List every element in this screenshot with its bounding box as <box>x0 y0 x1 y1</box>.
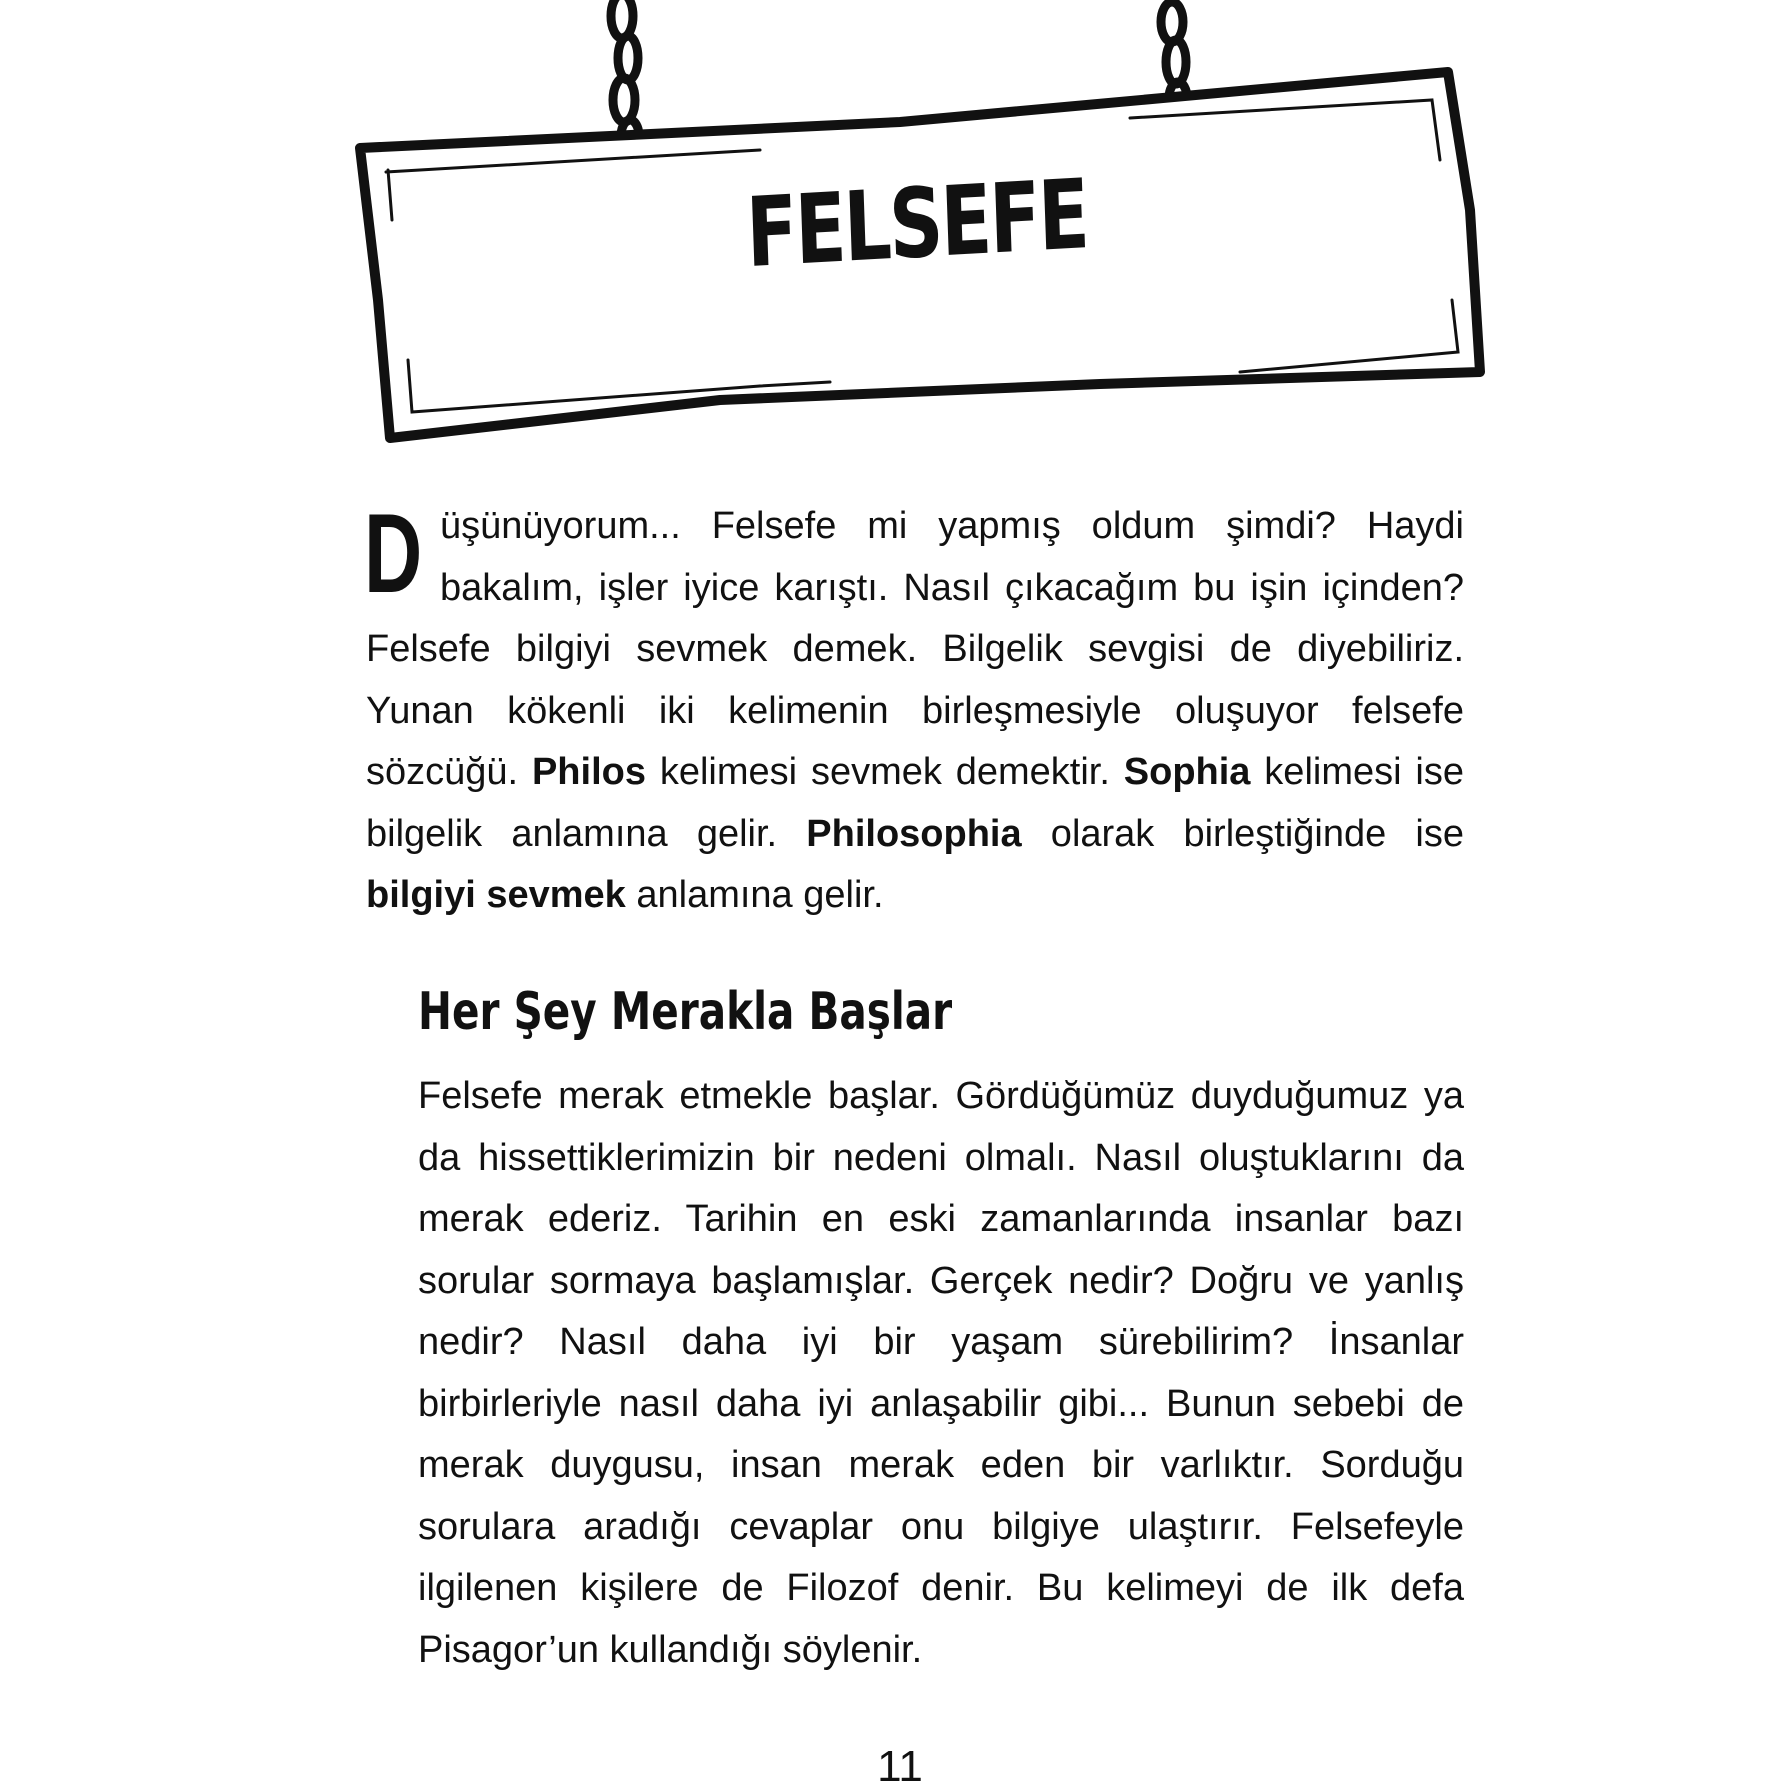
term-bilgiyi-sevmek: bilgiyi sevmek <box>366 874 626 916</box>
hanging-sign <box>0 0 1788 460</box>
section-heading: Her Şey Merakla Başlar <box>418 982 953 1042</box>
page-number: 11 <box>877 1742 923 1791</box>
term-sophia: Sophia <box>1123 751 1251 793</box>
intro-text-run: anlamına gelir. <box>625 874 884 916</box>
sign-title: FELSEFE <box>744 158 1089 290</box>
section-paragraph <box>366 1066 1464 1681</box>
intro-text-run: olarak birleştiğinde ise <box>1021 812 1465 855</box>
term-philosophia: Philosophia <box>806 812 1022 855</box>
intro-paragraph <box>364 491 1465 927</box>
term-philos: Philos <box>531 751 646 793</box>
intro-text-run: kelimesi ise bilgelik anlamına gelir. <box>366 751 1464 855</box>
intro-text-run: üşünüyorum... Felsefe mi yapmış oldum şimdi? Haydi bakalım, işler iyice karıştı. Nasıl çıkacağım bu işin içinden? Felsefe bilgiyi sevmek demek. Bilgelik sevgisi de diyebiliriz. Yunan kökenli iki kelimenin birleşmesiyle oluşuyor felsefe sözcüğü. <box>366 505 1464 793</box>
intro-text-run: kelimesi sevmek demektir. <box>645 751 1124 793</box>
drop-cap: D <box>364 491 423 616</box>
section-body-text: Felsefe merak etmekle başlar. Gördüğümüz duyduğumuz ya da hissettiklerimizin bir nedeni olmalı. Nasıl oluştuklarını da merak ederiz. Tarihin en eski zamanlarında insanlar bazı sorular sormaya başlamışlar. Gerçek nedir? Doğru ve yanlış nedir? Nasıl daha iyi bir yaşam sürebilirim? İnsanlar birbirleriyle nasıl daha iyi anlaşabilir gibi... Bunun sebebi de merak duygusu, insan merak eden bir varlıktır. Sorduğu sorulara aradığı cevaplar onu bilgiye ulaştırır. Felsefeyle ilgilenen kişilere de Filozof denir. Bu kelimeyi de ilk defa Pisagor’un kullandığı söylenir. <box>418 1075 1464 1671</box>
